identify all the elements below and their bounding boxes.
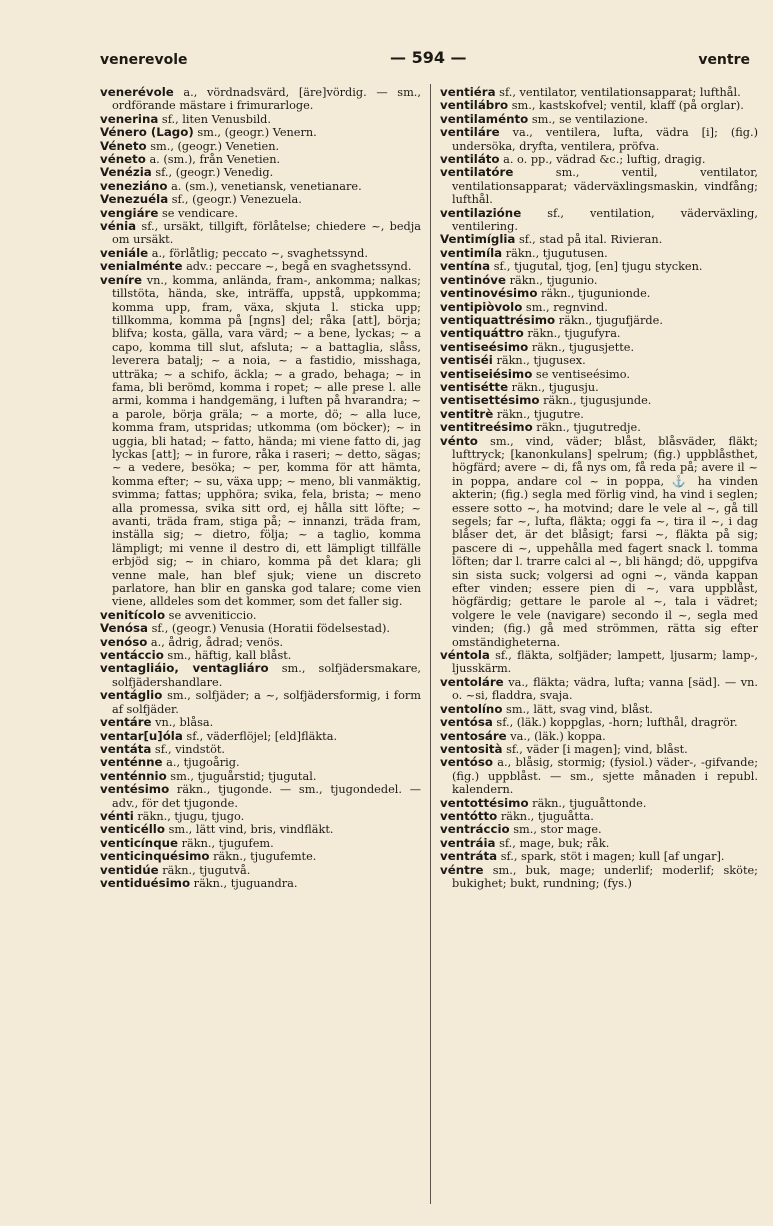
entry-definition: a., ådrig, ådrad; venös. xyxy=(150,635,284,649)
dictionary-entry xyxy=(100,193,421,206)
entry-definition: sf., ursäkt, tillgift, förlåtelse; chiedere ~, bedja om ursäkt. xyxy=(112,220,421,247)
dictionary-entry xyxy=(440,260,758,273)
entry-headword: ventisettésimo xyxy=(440,393,540,408)
entry-headword: ventilábro xyxy=(440,98,509,113)
entry-definition: a. (sm.), venetiansk, venetianare. xyxy=(171,179,362,193)
dictionary-entry xyxy=(100,810,421,823)
entry-headword: ventilatóre xyxy=(440,165,514,180)
entry-headword: ventilaménto xyxy=(440,111,529,126)
dictionary-entry xyxy=(100,756,421,769)
dictionary-entry xyxy=(440,314,758,327)
column-divider xyxy=(430,84,431,1204)
dictionary-entry xyxy=(440,153,758,166)
entry-definition: räkn., tjugutusen. xyxy=(505,246,608,260)
dictionary-entry xyxy=(100,622,421,635)
entry-definition: sm., se ventilazione. xyxy=(531,112,648,126)
entry-headword: venitícolo xyxy=(100,607,166,622)
dictionary-entry xyxy=(440,837,758,850)
entry-headword: ventottésimo xyxy=(440,795,529,810)
entry-headword: venticéllo xyxy=(100,822,165,837)
left-column xyxy=(100,86,421,1206)
entry-definition: sf., liten Venusbild. xyxy=(161,112,272,126)
dictionary-entry xyxy=(440,247,758,260)
entry-headword: Vénero (Lago) xyxy=(100,125,194,140)
entry-headword: Ventimíglia xyxy=(440,232,516,247)
dictionary-entry xyxy=(100,153,421,166)
entry-definition: sf., fläkta, solfjäder; lampett, ljusarm; lamp-, ljusskärm. xyxy=(452,649,758,676)
entry-definition: sf., ventilation, väderväxling, ventilering. xyxy=(452,206,758,234)
dictionary-entry xyxy=(100,140,421,153)
entry-headword: veníre xyxy=(100,272,142,287)
entry-headword: ventinovésimo xyxy=(440,286,538,301)
dictionary-entry xyxy=(100,823,421,836)
dictionary-entry xyxy=(440,797,758,810)
entry-definition: sf., vindstöt. xyxy=(154,742,226,756)
entry-definition: sf., (geogr.) Venedig. xyxy=(155,166,274,180)
entry-definition: räkn., tjuguåtta. xyxy=(500,809,594,823)
dictionary-entry xyxy=(440,126,758,153)
entry-headword: vengiáre xyxy=(100,205,159,220)
dictionary-entry xyxy=(100,180,421,193)
dictionary-entry xyxy=(100,864,421,877)
entry-definition: va., (läk.) koppa. xyxy=(510,729,606,743)
dictionary-entry xyxy=(100,716,421,729)
entry-headword: ventitreésimo xyxy=(440,420,533,435)
header-guide-word-right: ventre xyxy=(698,52,750,68)
entry-definition: sm., buk, mage; underlif; moderlif; sköte; bukighet; bukt, rundning; (fys.) xyxy=(452,863,758,890)
dictionary-entry xyxy=(100,609,421,622)
entry-definition: sm., (geogr.) Venern. xyxy=(197,126,317,140)
entry-definition: a., vördnadsvärd, [äre]vördig. — sm., ordförande mästare i frimurarloge. xyxy=(112,86,421,113)
dictionary-entry xyxy=(100,220,421,247)
entry-headword: ventiduésimo xyxy=(100,875,191,890)
dictionary-entry xyxy=(440,756,758,796)
dictionary-entry xyxy=(440,649,758,676)
entry-headword: ventráia xyxy=(440,835,496,850)
entry-headword: ventráccio xyxy=(440,822,510,837)
dictionary-entry xyxy=(440,99,758,112)
entry-definition: räkn., tjugunionde. xyxy=(541,287,651,301)
entry-headword: venténnio xyxy=(100,768,167,783)
entry-headword: Véneto xyxy=(100,138,147,153)
dictionary-entry xyxy=(440,233,758,246)
entry-headword: venialménte xyxy=(100,259,183,274)
dictionary-entry xyxy=(100,86,421,113)
dictionary-entry xyxy=(440,850,758,863)
dictionary-entry xyxy=(100,837,421,850)
dictionary-entry xyxy=(100,247,421,260)
entry-definition: sm., solfjäder; a ~, solfjädersformig, i form af solfjäder. xyxy=(112,689,421,716)
dictionary-entry xyxy=(440,166,758,206)
dictionary-entry xyxy=(100,636,421,649)
dictionary-entry xyxy=(440,354,758,367)
entry-headword: ventar[u]óla xyxy=(100,728,183,743)
dictionary-entry xyxy=(100,770,421,783)
entry-headword: ventráta xyxy=(440,849,498,864)
entry-definition: sf., mage, buk; råk. xyxy=(499,836,610,850)
entry-definition: va., fläkta; vädra, lufta; vanna [säd]. — vn. o. ~si, fladdra, svaja. xyxy=(452,675,758,703)
entry-definition: sm., ventil, ventilator, ventilationsapparat; väderväxlingsmaskin, vindfång; lufthål. xyxy=(452,166,758,207)
dictionary-entry xyxy=(440,287,758,300)
entry-headword: Venezuéla xyxy=(100,192,169,207)
entry-headword: Venézia xyxy=(100,165,152,180)
entry-definition: räkn., tjugusjette. xyxy=(531,340,635,354)
entry-headword: ventisétte xyxy=(440,379,509,394)
entry-definition: se vendicare. xyxy=(161,206,238,220)
entry-headword: ventosità xyxy=(440,741,503,756)
dictionary-entry xyxy=(440,435,758,650)
entry-definition: räkn., tjugusex. xyxy=(496,354,586,368)
dictionary-entry xyxy=(440,810,758,823)
entry-headword: venticínque xyxy=(100,835,179,850)
entry-headword: ventóso xyxy=(440,755,493,770)
entry-headword: ventína xyxy=(440,259,491,274)
dictionary-entry xyxy=(440,113,758,126)
entry-definition: a., tjugoårig. xyxy=(166,756,240,770)
entry-definition: se ventiseésimo. xyxy=(535,367,630,381)
entry-headword: ventagliáio, ventagliáro xyxy=(100,661,269,676)
entry-headword: ventoláre xyxy=(440,674,504,689)
dictionary-entry xyxy=(100,274,421,609)
entry-definition: sm., vind, väder; blåst, blåsväder, fläkt; lufttryck; [kanonkulans] spelrum; (fig.) uppblåsthet, högfärd; avere ~ di, få nys om, få reda på; avere il ~ in poppa, andare col ~ in poppa, ⚓ ha vinden akterin; (fig.) segla med förlig vind, ha vind i seglen; essere sotto ~, ha motvind; dare le vele al ~, gå till segels; far ~, lufta, fläkta; oggi fa ~, tira il ~, i dag blåser det, är det blåsigt; farsi ~, fläkta på sig; pascere di ~, uppehålla med fagert snack l. tomma löften; dar l. trarre calci al ~, bli hängd; dö, uppgifva sin sista suck; volgersi ad ogni ~, vända kappan efter vinden; essere pien di ~, vara uppblåst, högfärdig; gettare le parole al ~, tala i vädret; volgere le vele (navigare) secondo il ~, segla med vinden; (fig.) gå med strömmen, rätta sig efter omständigheterna. xyxy=(452,434,758,649)
entry-headword: veniále xyxy=(100,245,149,260)
dictionary-entry xyxy=(440,86,758,99)
entry-definition: räkn., tjugusju. xyxy=(511,380,599,394)
entry-definition: räkn., tjuguåttonde. xyxy=(532,796,647,810)
dictionary-entry xyxy=(440,381,758,394)
entry-definition: sm., (geogr.) Venetien. xyxy=(150,139,280,153)
dictionary-entry xyxy=(100,730,421,743)
dictionary-entry xyxy=(100,113,421,126)
page-header xyxy=(100,48,750,76)
entry-definition: a. o. pp., vädrad &c.; luftig, dragig. xyxy=(503,153,706,167)
entry-definition: sm., lätt vind, bris, vindfläkt. xyxy=(168,823,334,837)
dictionary-entry xyxy=(100,649,421,662)
entry-definition: vn., blåsa. xyxy=(155,716,214,730)
entry-headword: veneziáno xyxy=(100,178,168,193)
entry-definition: sf., (läk.) koppglas, -horn; lufthål, dragrör. xyxy=(496,716,738,730)
entry-definition: sm., solfjädersmakare, solfjädershandlare. xyxy=(112,662,421,689)
entry-definition: sm., regnvind. xyxy=(525,300,608,314)
entry-definition: vn., komma, anlända, fram-, ankomma; nalkas; tillstöta, hända, ske, inträffa, uppstå, uppkomma; komma upp, fram, växa, skjuta l. sticka upp; tillkomma, komma på [ngns] del; råka [att], börja; blifva; kosta, gälla, vara värd; ~ a bene, lyckas; ~ a capo, komma till slut, afsluta; ~ a battaglia, slåss, leverera batalj; ~ a noia, ~ a fastidio, misshaga, utträka; ~ a schifo, äckla; ~ a grado, behaga; ~ in fama, bli berömd, komma i ropet; ~ alle prese l. alle armi, komma i handgemäng, i luften på hvarandra; ~ a parole, börja gräla; ~ a morte, dö; ~ alla luce, komma fram, utspridas; utkomma (om böcker); ~ in uggia, bli hatad; ~ fatto, hända; mi viene fatto di, jag lyckas [att]; ~ in furore, råka i raseri; ~ detto, sägas; ~ a vedere, besöka; ~ per, komma för att hämta, komma efter; ~ su, växa upp; ~ meno, bli vanmäktig, svimma; fattas; upphöra; svika, fela, brista; ~ meno alla promessa, svika sitt ord, ej hålla sitt löfte; ~ avanti, träda fram, stiga på; ~ innanzi, träda fram, inställa sig; ~ dietro, följa; ~ a taglio, komma lämpligt; mi venne il destro di, ett lämpligt tillfälle erbjöd sig; ~ in chiaro, komma på det klara; gli venne male, han blef sjuk; viene un discreto parlatore, han blir en ganska god talare; come vien viene, alldeles som det kommer, som det faller sig. xyxy=(112,273,421,609)
entry-headword: vénia xyxy=(100,219,137,234)
dictionary-entry xyxy=(100,662,421,689)
entry-definition: räkn., tjugufjärde. xyxy=(558,313,663,327)
page-number: — 594 — xyxy=(390,48,467,67)
dictionary-entry xyxy=(440,421,758,434)
entry-headword: ventáta xyxy=(100,741,152,756)
entry-definition: sf., ventilator, ventilationsapparat; lufthål. xyxy=(499,86,741,99)
entry-headword: venóso xyxy=(100,634,148,649)
entry-headword: ventimíla xyxy=(440,245,503,260)
dictionary-entry xyxy=(100,166,421,179)
entry-definition: sm., häftig, kall blåst. xyxy=(167,649,292,663)
dictionary-entry xyxy=(100,126,421,139)
entry-headword: ventinóve xyxy=(440,272,506,287)
entry-headword: ventótto xyxy=(440,808,498,823)
entry-headword: ventósa xyxy=(440,715,493,730)
entry-definition: räkn., tjugutre. xyxy=(496,407,584,421)
entry-headword: véntre xyxy=(440,862,484,877)
dictionary-entry xyxy=(100,877,421,890)
dictionary-entry xyxy=(100,207,421,220)
entry-definition: va., ventilera, lufta, vädra [i]; (fig.) undersöka, dryfta, ventilera, pröfva. xyxy=(452,126,758,153)
dictionary-entry xyxy=(440,207,758,234)
entry-headword: venténne xyxy=(100,755,163,770)
dictionary-entry xyxy=(100,689,421,716)
dictionary-entry xyxy=(100,260,421,273)
entry-headword: vénti xyxy=(100,808,134,823)
dictionary-entry xyxy=(440,327,758,340)
entry-definition: sf., väderflöjel; [eld]fläkta. xyxy=(186,729,338,743)
entry-headword: ventiquáttro xyxy=(440,326,524,341)
dictionary-entry xyxy=(100,850,421,863)
entry-headword: ventiláto xyxy=(440,152,500,167)
entry-headword: ventiquattrésimo xyxy=(440,312,556,327)
entry-headword: Venósa xyxy=(100,621,148,636)
entry-definition: a. (sm.), från Venetien. xyxy=(149,153,281,167)
entry-headword: venerévole xyxy=(100,86,174,99)
entry-headword: véntola xyxy=(440,648,490,663)
entry-definition: räkn., tjugusjunde. xyxy=(543,394,652,408)
entry-headword: ventolíno xyxy=(440,701,503,716)
entry-definition: se avveniticcio. xyxy=(168,608,257,622)
entry-headword: ventiseésimo xyxy=(440,339,529,354)
entry-headword: véneto xyxy=(100,152,146,167)
entry-headword: ventilazióne xyxy=(440,205,522,220)
entry-headword: venerina xyxy=(100,111,159,126)
dictionary-entry xyxy=(440,864,758,891)
entry-definition: adv.: peccare ~, begå en svaghetssynd. xyxy=(186,260,412,274)
dictionary-entry xyxy=(440,823,758,836)
entry-headword: venticinquésimo xyxy=(100,849,210,864)
entry-definition: sf., väder [i magen]; vind, blåst. xyxy=(506,742,688,756)
entry-headword: ventipiòvolo xyxy=(440,299,523,314)
entry-headword: ventiéra xyxy=(440,86,496,99)
entry-headword: ventitrè xyxy=(440,406,494,421)
dictionary-entry xyxy=(440,676,758,703)
entry-headword: ventiláre xyxy=(440,125,500,140)
dictionary-entry xyxy=(440,341,758,354)
entry-definition: sf., tjugutal, tjog, [en] tjugu stycken. xyxy=(493,260,703,274)
entry-definition: sf., stad på ital. Rivieran. xyxy=(519,233,663,247)
entry-definition: a., blåsig, stormig; (fysiol.) väder-, -gifvande; (fig.) uppblåst. — sm., sjette månaden i republ. kalendern. xyxy=(452,756,758,797)
entry-headword: ventáglio xyxy=(100,688,163,703)
dictionary-entry xyxy=(440,716,758,729)
entry-definition: sf., (geogr.) Venusia (Horatii födelsestad). xyxy=(151,622,390,636)
right-column xyxy=(440,86,758,1206)
header-guide-word-left: venerevole xyxy=(100,52,188,68)
entry-headword: ventiséi xyxy=(440,353,493,368)
entry-definition: sm., lätt, svag vind, blåst. xyxy=(506,702,653,716)
entry-definition: räkn., tjugunio. xyxy=(509,273,598,287)
dictionary-entry xyxy=(440,368,758,381)
dictionary-entry xyxy=(440,703,758,716)
entry-definition: räkn., tjugufyra. xyxy=(527,327,621,341)
entry-definition: räkn., tjugutvå. xyxy=(162,863,251,877)
entry-definition: räkn., tjuguandra. xyxy=(193,876,298,890)
entry-definition: sf., spark, stöt i magen; kull [af ungar]. xyxy=(500,850,725,864)
entry-definition: räkn., tjugonde. — sm., tjugondedel. — adv., för det tjugonde. xyxy=(112,783,421,810)
entry-headword: ventésimo xyxy=(100,782,170,797)
dictionary-entry xyxy=(100,783,421,810)
entry-definition: räkn., tjugu, tjugo. xyxy=(137,809,245,823)
entry-definition: räkn., tjugufem. xyxy=(181,836,274,850)
entry-headword: ventáccio xyxy=(100,648,164,663)
dictionary-entry xyxy=(440,301,758,314)
entry-headword: ventáre xyxy=(100,715,152,730)
entry-definition: räkn., tjugutredje. xyxy=(536,421,641,435)
entry-headword: vénto xyxy=(440,433,478,448)
entry-headword: ventidúe xyxy=(100,862,159,877)
dictionary-entry xyxy=(440,408,758,421)
dictionary-entry xyxy=(440,274,758,287)
dictionary-entry xyxy=(100,743,421,756)
entry-definition: sf., (geogr.) Venezuela. xyxy=(171,193,302,207)
entry-definition: a., förlåtlig; peccato ~, svaghetssynd. xyxy=(151,246,368,260)
entry-headword: ventosáre xyxy=(440,728,507,743)
entry-definition: sm., kastskofvel; ventil, klaff (på orglar). xyxy=(511,99,744,113)
dictionary-entry xyxy=(440,394,758,407)
dictionary-entry xyxy=(440,730,758,743)
entry-definition: sm., tjuguårstid; tjugutal. xyxy=(170,769,317,783)
entry-definition: sm., stor mage. xyxy=(513,823,602,837)
dictionary-entry xyxy=(440,743,758,756)
entry-headword: ventiseiésimo xyxy=(440,366,533,381)
entry-definition: räkn., tjugufemte. xyxy=(213,850,317,864)
